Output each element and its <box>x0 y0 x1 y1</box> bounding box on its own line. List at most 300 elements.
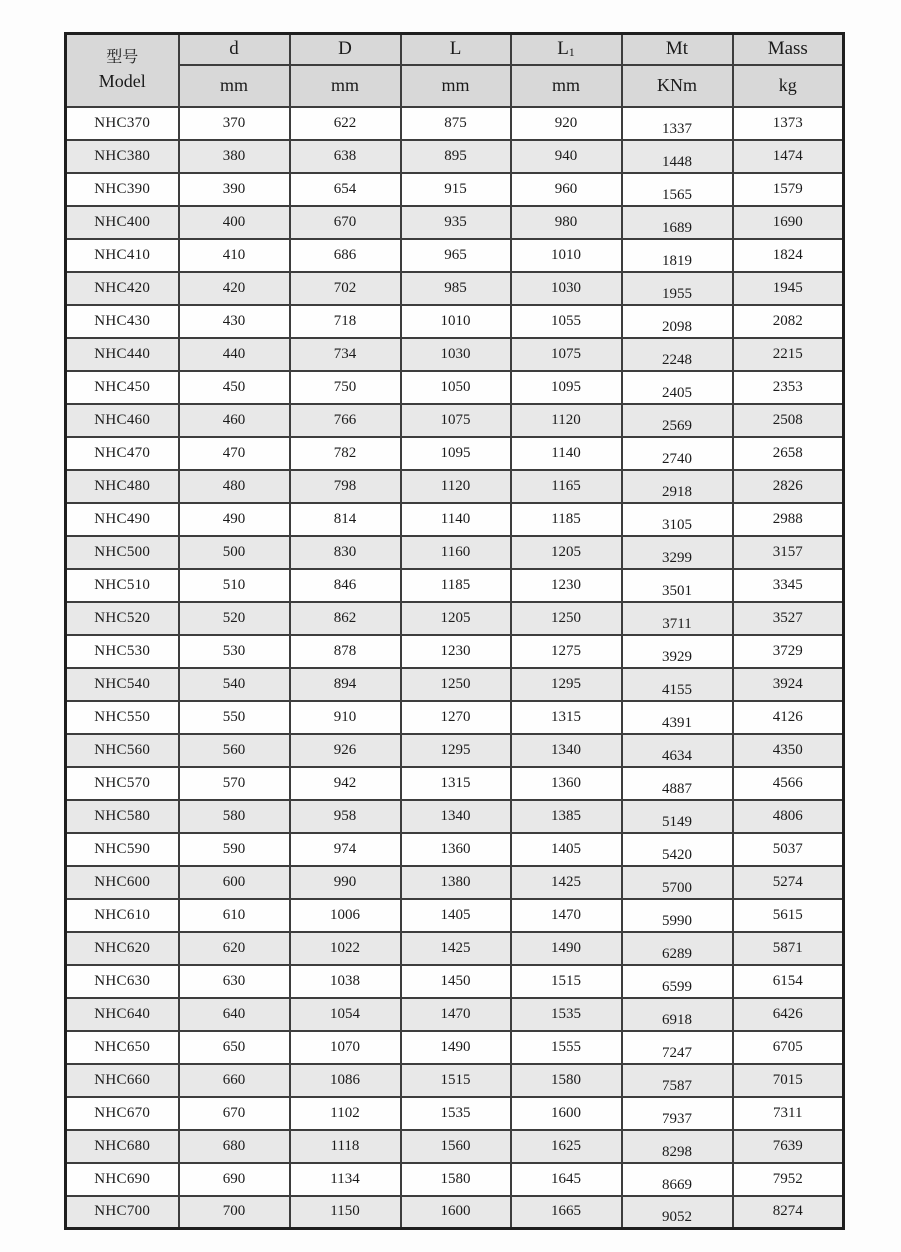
value-cell-Mt <box>622 1097 733 1130</box>
value-cell-Mt <box>622 305 733 338</box>
value-cell-L: 935 <box>401 206 511 239</box>
value-cell-Mt <box>622 965 733 998</box>
value-cell-Mass: 1474 <box>733 140 844 173</box>
value-cell-d: 520 <box>179 602 290 635</box>
table-row <box>66 1130 844 1163</box>
value-cell-L1: 1340 <box>511 734 622 767</box>
table-row <box>66 998 844 1031</box>
header-model-cn: 型号 <box>106 49 139 67</box>
value-cell-L: 985 <box>401 272 511 305</box>
value-cell-D: 686 <box>290 239 401 272</box>
model-cell: NHC700 <box>66 1196 179 1229</box>
model-cell: NHC640 <box>66 998 179 1031</box>
value-cell-Mt <box>622 1130 733 1163</box>
model-cell: NHC510 <box>66 569 179 602</box>
value-cell-L: 965 <box>401 239 511 272</box>
mt-value: 2405 <box>662 384 692 401</box>
value-cell-L1: 1295 <box>511 668 622 701</box>
value-cell-L1: 1275 <box>511 635 622 668</box>
value-cell-L1: 940 <box>511 140 622 173</box>
header-unit-L: mm <box>401 65 511 107</box>
value-cell-L: 1470 <box>401 998 511 1031</box>
value-cell-Mt <box>622 536 733 569</box>
value-cell-D: 1150 <box>290 1196 401 1229</box>
model-cell: NHC430 <box>66 305 179 338</box>
header-symbol-D <box>290 34 401 65</box>
value-cell-L1: 1625 <box>511 1130 622 1163</box>
value-cell-d: 580 <box>179 800 290 833</box>
mt-value: 5990 <box>662 912 692 929</box>
header-model-en: Model <box>98 70 146 91</box>
mt-value: 5420 <box>662 846 692 863</box>
model-cell: NHC400 <box>66 206 179 239</box>
value-cell-Mt <box>622 371 733 404</box>
table-body <box>66 107 844 1229</box>
mt-value: 7587 <box>662 1077 692 1094</box>
model-cell: NHC390 <box>66 173 179 206</box>
value-cell-L1: 1645 <box>511 1163 622 1196</box>
value-cell-L: 1270 <box>401 701 511 734</box>
value-cell-Mass: 5871 <box>733 932 844 965</box>
value-cell-L: 1250 <box>401 668 511 701</box>
model-cell: NHC480 <box>66 470 179 503</box>
value-cell-L1: 1250 <box>511 602 622 635</box>
header-symbol-L1 <box>511 34 622 65</box>
mt-value: 7937 <box>662 1110 692 1127</box>
value-cell-D: 1006 <box>290 899 401 932</box>
value-cell-D: 830 <box>290 536 401 569</box>
value-cell-D: 1022 <box>290 932 401 965</box>
table-row <box>66 899 844 932</box>
model-cell: NHC450 <box>66 371 179 404</box>
value-cell-D: 1134 <box>290 1163 401 1196</box>
value-cell-L: 1205 <box>401 602 511 635</box>
mt-value: 8669 <box>662 1176 692 1193</box>
value-cell-L1: 1535 <box>511 998 622 1031</box>
mt-value: 6599 <box>662 978 692 995</box>
value-cell-L1: 1665 <box>511 1196 622 1229</box>
model-cell: NHC620 <box>66 932 179 965</box>
value-cell-d: 450 <box>179 371 290 404</box>
value-cell-Mass: 2215 <box>733 338 844 371</box>
value-cell-d: 590 <box>179 833 290 866</box>
header-units-row <box>66 65 844 107</box>
value-cell-Mt <box>622 569 733 602</box>
table-row <box>66 569 844 602</box>
mt-value: 5700 <box>662 879 692 896</box>
value-cell-L1: 1165 <box>511 470 622 503</box>
table-row <box>66 701 844 734</box>
value-cell-Mass: 3157 <box>733 536 844 569</box>
value-cell-Mass: 1824 <box>733 239 844 272</box>
spec-table <box>64 32 845 1230</box>
value-cell-Mt <box>622 239 733 272</box>
mt-value: 6289 <box>662 945 692 962</box>
value-cell-L: 1360 <box>401 833 511 866</box>
value-cell-Mass: 2508 <box>733 404 844 437</box>
table-row <box>66 833 844 866</box>
value-cell-Mt <box>622 470 733 503</box>
value-cell-L: 1095 <box>401 437 511 470</box>
value-cell-d: 620 <box>179 932 290 965</box>
table-row <box>66 305 844 338</box>
value-cell-Mass: 4350 <box>733 734 844 767</box>
model-cell: NHC420 <box>66 272 179 305</box>
value-cell-D: 718 <box>290 305 401 338</box>
value-cell-L1: 1515 <box>511 965 622 998</box>
value-cell-L: 1160 <box>401 536 511 569</box>
value-cell-Mt <box>622 1031 733 1064</box>
header-symbols-row <box>66 34 844 65</box>
value-cell-D: 782 <box>290 437 401 470</box>
mt-value: 1565 <box>662 186 692 203</box>
value-cell-L1: 1360 <box>511 767 622 800</box>
table-row <box>66 272 844 305</box>
value-cell-D: 910 <box>290 701 401 734</box>
mt-value: 2569 <box>662 417 692 434</box>
table-row <box>66 173 844 206</box>
value-cell-Mass: 3345 <box>733 569 844 602</box>
value-cell-Mass: 5274 <box>733 866 844 899</box>
symbol-sub: 1 <box>568 45 575 60</box>
value-cell-Mt <box>622 833 733 866</box>
header-unit-L1: mm <box>511 65 622 107</box>
value-cell-d: 420 <box>179 272 290 305</box>
value-cell-Mass: 6154 <box>733 965 844 998</box>
mt-value: 1337 <box>662 120 692 137</box>
value-cell-d: 400 <box>179 206 290 239</box>
value-cell-D: 670 <box>290 206 401 239</box>
value-cell-L: 1185 <box>401 569 511 602</box>
value-cell-D: 846 <box>290 569 401 602</box>
table-row <box>66 536 844 569</box>
mt-value: 1819 <box>662 252 692 269</box>
value-cell-D: 894 <box>290 668 401 701</box>
value-cell-Mass: 2988 <box>733 503 844 536</box>
value-cell-L1: 1205 <box>511 536 622 569</box>
value-cell-L: 915 <box>401 173 511 206</box>
value-cell-d: 530 <box>179 635 290 668</box>
value-cell-d: 600 <box>179 866 290 899</box>
value-cell-L: 1010 <box>401 305 511 338</box>
value-cell-D: 750 <box>290 371 401 404</box>
model-cell: NHC630 <box>66 965 179 998</box>
value-cell-D: 974 <box>290 833 401 866</box>
table-row <box>66 206 844 239</box>
value-cell-L1: 1470 <box>511 899 622 932</box>
value-cell-Mass: 3924 <box>733 668 844 701</box>
value-cell-L: 1340 <box>401 800 511 833</box>
value-cell-Mass: 7639 <box>733 1130 844 1163</box>
table-row <box>66 1163 844 1196</box>
table-row <box>66 932 844 965</box>
value-cell-L: 1405 <box>401 899 511 932</box>
model-cell: NHC550 <box>66 701 179 734</box>
value-cell-L1: 1140 <box>511 437 622 470</box>
mt-value: 2098 <box>662 318 692 335</box>
model-cell: NHC500 <box>66 536 179 569</box>
model-cell: NHC690 <box>66 1163 179 1196</box>
value-cell-d: 700 <box>179 1196 290 1229</box>
table-row <box>66 470 844 503</box>
value-cell-D: 734 <box>290 338 401 371</box>
value-cell-D: 958 <box>290 800 401 833</box>
value-cell-Mt <box>622 206 733 239</box>
table-row <box>66 1064 844 1097</box>
value-cell-L1: 1315 <box>511 701 622 734</box>
value-cell-Mass: 7952 <box>733 1163 844 1196</box>
value-cell-d: 470 <box>179 437 290 470</box>
value-cell-Mt <box>622 701 733 734</box>
value-cell-Mass: 2353 <box>733 371 844 404</box>
value-cell-Mass: 4806 <box>733 800 844 833</box>
mt-value: 9052 <box>662 1209 692 1226</box>
value-cell-d: 460 <box>179 404 290 437</box>
value-cell-d: 500 <box>179 536 290 569</box>
model-cell: NHC600 <box>66 866 179 899</box>
model-cell: NHC370 <box>66 107 179 140</box>
model-cell: NHC590 <box>66 833 179 866</box>
value-cell-L: 1600 <box>401 1196 511 1229</box>
header-unit-D: mm <box>290 65 401 107</box>
table-row <box>66 668 844 701</box>
table-row <box>66 1196 844 1229</box>
symbol-text: L <box>557 38 569 60</box>
value-cell-D: 766 <box>290 404 401 437</box>
value-cell-D: 942 <box>290 767 401 800</box>
model-cell: NHC680 <box>66 1130 179 1163</box>
value-cell-L1: 1230 <box>511 569 622 602</box>
value-cell-L: 1535 <box>401 1097 511 1130</box>
value-cell-Mt <box>622 602 733 635</box>
mt-value: 1955 <box>662 285 692 302</box>
model-cell: NHC490 <box>66 503 179 536</box>
value-cell-Mt <box>622 1064 733 1097</box>
value-cell-L1: 1075 <box>511 338 622 371</box>
table-row <box>66 1097 844 1130</box>
value-cell-L: 1560 <box>401 1130 511 1163</box>
mt-value: 2918 <box>662 483 692 500</box>
value-cell-Mass: 4566 <box>733 767 844 800</box>
value-cell-D: 926 <box>290 734 401 767</box>
value-cell-Mt <box>622 272 733 305</box>
value-cell-L1: 1055 <box>511 305 622 338</box>
table-row <box>66 140 844 173</box>
model-cell: NHC530 <box>66 635 179 668</box>
value-cell-L: 1425 <box>401 932 511 965</box>
value-cell-Mass: 5615 <box>733 899 844 932</box>
value-cell-Mt <box>622 899 733 932</box>
model-cell: NHC470 <box>66 437 179 470</box>
value-cell-d: 540 <box>179 668 290 701</box>
value-cell-d: 630 <box>179 965 290 998</box>
model-cell: NHC560 <box>66 734 179 767</box>
value-cell-L: 1295 <box>401 734 511 767</box>
value-cell-Mt <box>622 1196 733 1229</box>
value-cell-D: 814 <box>290 503 401 536</box>
value-cell-L: 1050 <box>401 371 511 404</box>
value-cell-Mass: 5037 <box>733 833 844 866</box>
value-cell-L1: 1600 <box>511 1097 622 1130</box>
mt-value: 3501 <box>662 582 692 599</box>
table-row <box>66 107 844 140</box>
table-row <box>66 371 844 404</box>
value-cell-d: 680 <box>179 1130 290 1163</box>
value-cell-d: 430 <box>179 305 290 338</box>
mt-value: 1448 <box>662 153 692 170</box>
symbol-text: d <box>229 38 239 60</box>
model-cell: NHC440 <box>66 338 179 371</box>
value-cell-L1: 1425 <box>511 866 622 899</box>
value-cell-L1: 1030 <box>511 272 622 305</box>
value-cell-L1: 980 <box>511 206 622 239</box>
value-cell-d: 440 <box>179 338 290 371</box>
header-symbol-Mass <box>733 34 844 65</box>
model-cell: NHC460 <box>66 404 179 437</box>
value-cell-Mt <box>622 173 733 206</box>
value-cell-d: 570 <box>179 767 290 800</box>
value-cell-D: 654 <box>290 173 401 206</box>
value-cell-d: 510 <box>179 569 290 602</box>
value-cell-Mt <box>622 866 733 899</box>
header-symbol-Mt <box>622 34 733 65</box>
value-cell-L: 1030 <box>401 338 511 371</box>
value-cell-d: 480 <box>179 470 290 503</box>
value-cell-D: 798 <box>290 470 401 503</box>
value-cell-d: 410 <box>179 239 290 272</box>
value-cell-L: 1515 <box>401 1064 511 1097</box>
header-unit-Mass: kg <box>733 65 844 107</box>
value-cell-L1: 1580 <box>511 1064 622 1097</box>
mt-value: 3711 <box>662 615 692 632</box>
value-cell-d: 370 <box>179 107 290 140</box>
mt-value: 4887 <box>662 780 692 797</box>
value-cell-L: 1380 <box>401 866 511 899</box>
mt-value: 3929 <box>662 648 692 665</box>
value-cell-Mt <box>622 932 733 965</box>
table-row <box>66 602 844 635</box>
table-row <box>66 239 844 272</box>
value-cell-Mass: 7311 <box>733 1097 844 1130</box>
value-cell-D: 878 <box>290 635 401 668</box>
mt-value: 2248 <box>662 351 692 368</box>
value-cell-L: 895 <box>401 140 511 173</box>
value-cell-d: 650 <box>179 1031 290 1064</box>
value-cell-L1: 920 <box>511 107 622 140</box>
value-cell-D: 702 <box>290 272 401 305</box>
table-row <box>66 767 844 800</box>
mt-value: 4634 <box>662 747 692 764</box>
value-cell-Mt <box>622 635 733 668</box>
value-cell-D: 1054 <box>290 998 401 1031</box>
table-row <box>66 503 844 536</box>
value-cell-D: 638 <box>290 140 401 173</box>
model-cell: NHC670 <box>66 1097 179 1130</box>
symbol-text: Mt <box>665 38 689 60</box>
model-cell: NHC580 <box>66 800 179 833</box>
value-cell-d: 490 <box>179 503 290 536</box>
value-cell-L: 1315 <box>401 767 511 800</box>
value-cell-d: 390 <box>179 173 290 206</box>
value-cell-Mass: 7015 <box>733 1064 844 1097</box>
value-cell-Mt <box>622 140 733 173</box>
value-cell-d: 660 <box>179 1064 290 1097</box>
value-cell-L1: 1010 <box>511 239 622 272</box>
value-cell-Mt <box>622 734 733 767</box>
value-cell-Mass: 3729 <box>733 635 844 668</box>
value-cell-Mt <box>622 668 733 701</box>
mt-value: 3299 <box>662 549 692 566</box>
value-cell-L: 1075 <box>401 404 511 437</box>
header-symbol-L <box>401 34 511 65</box>
value-cell-L1: 1095 <box>511 371 622 404</box>
value-cell-L1: 1185 <box>511 503 622 536</box>
value-cell-Mt <box>622 437 733 470</box>
value-cell-L1: 1385 <box>511 800 622 833</box>
mt-value: 4155 <box>662 681 692 698</box>
table-header <box>66 34 844 107</box>
model-cell: NHC610 <box>66 899 179 932</box>
value-cell-Mass: 1579 <box>733 173 844 206</box>
value-cell-Mt <box>622 800 733 833</box>
value-cell-D: 1086 <box>290 1064 401 1097</box>
value-cell-d: 550 <box>179 701 290 734</box>
value-cell-D: 1118 <box>290 1130 401 1163</box>
mt-value: 1689 <box>662 219 692 236</box>
value-cell-Mt <box>622 767 733 800</box>
model-cell: NHC650 <box>66 1031 179 1064</box>
symbol-text: L <box>449 38 462 60</box>
value-cell-D: 862 <box>290 602 401 635</box>
table-row <box>66 437 844 470</box>
value-cell-Mass: 6426 <box>733 998 844 1031</box>
value-cell-Mt <box>622 338 733 371</box>
model-cell: NHC410 <box>66 239 179 272</box>
table-row <box>66 635 844 668</box>
value-cell-D: 1102 <box>290 1097 401 1130</box>
value-cell-Mt <box>622 1163 733 1196</box>
value-cell-L: 1490 <box>401 1031 511 1064</box>
model-cell: NHC660 <box>66 1064 179 1097</box>
table-row <box>66 338 844 371</box>
value-cell-L: 1120 <box>401 470 511 503</box>
value-cell-L1: 1555 <box>511 1031 622 1064</box>
value-cell-L1: 1120 <box>511 404 622 437</box>
table-row <box>66 866 844 899</box>
value-cell-L1: 960 <box>511 173 622 206</box>
value-cell-d: 690 <box>179 1163 290 1196</box>
value-cell-d: 610 <box>179 899 290 932</box>
value-cell-Mass: 1373 <box>733 107 844 140</box>
value-cell-L1: 1490 <box>511 932 622 965</box>
mt-value: 3105 <box>662 516 692 533</box>
mt-value: 6918 <box>662 1011 692 1028</box>
mt-value: 2740 <box>662 450 692 467</box>
value-cell-d: 670 <box>179 1097 290 1130</box>
value-cell-d: 380 <box>179 140 290 173</box>
value-cell-Mass: 4126 <box>733 701 844 734</box>
header-unit-Mt: KNm <box>622 65 733 107</box>
value-cell-D: 990 <box>290 866 401 899</box>
value-cell-L1: 1405 <box>511 833 622 866</box>
value-cell-Mass: 1945 <box>733 272 844 305</box>
value-cell-Mass: 2082 <box>733 305 844 338</box>
value-cell-Mass: 1690 <box>733 206 844 239</box>
table-row <box>66 734 844 767</box>
value-cell-Mass: 6705 <box>733 1031 844 1064</box>
model-cell: NHC570 <box>66 767 179 800</box>
symbol-text: Mass <box>767 38 808 60</box>
